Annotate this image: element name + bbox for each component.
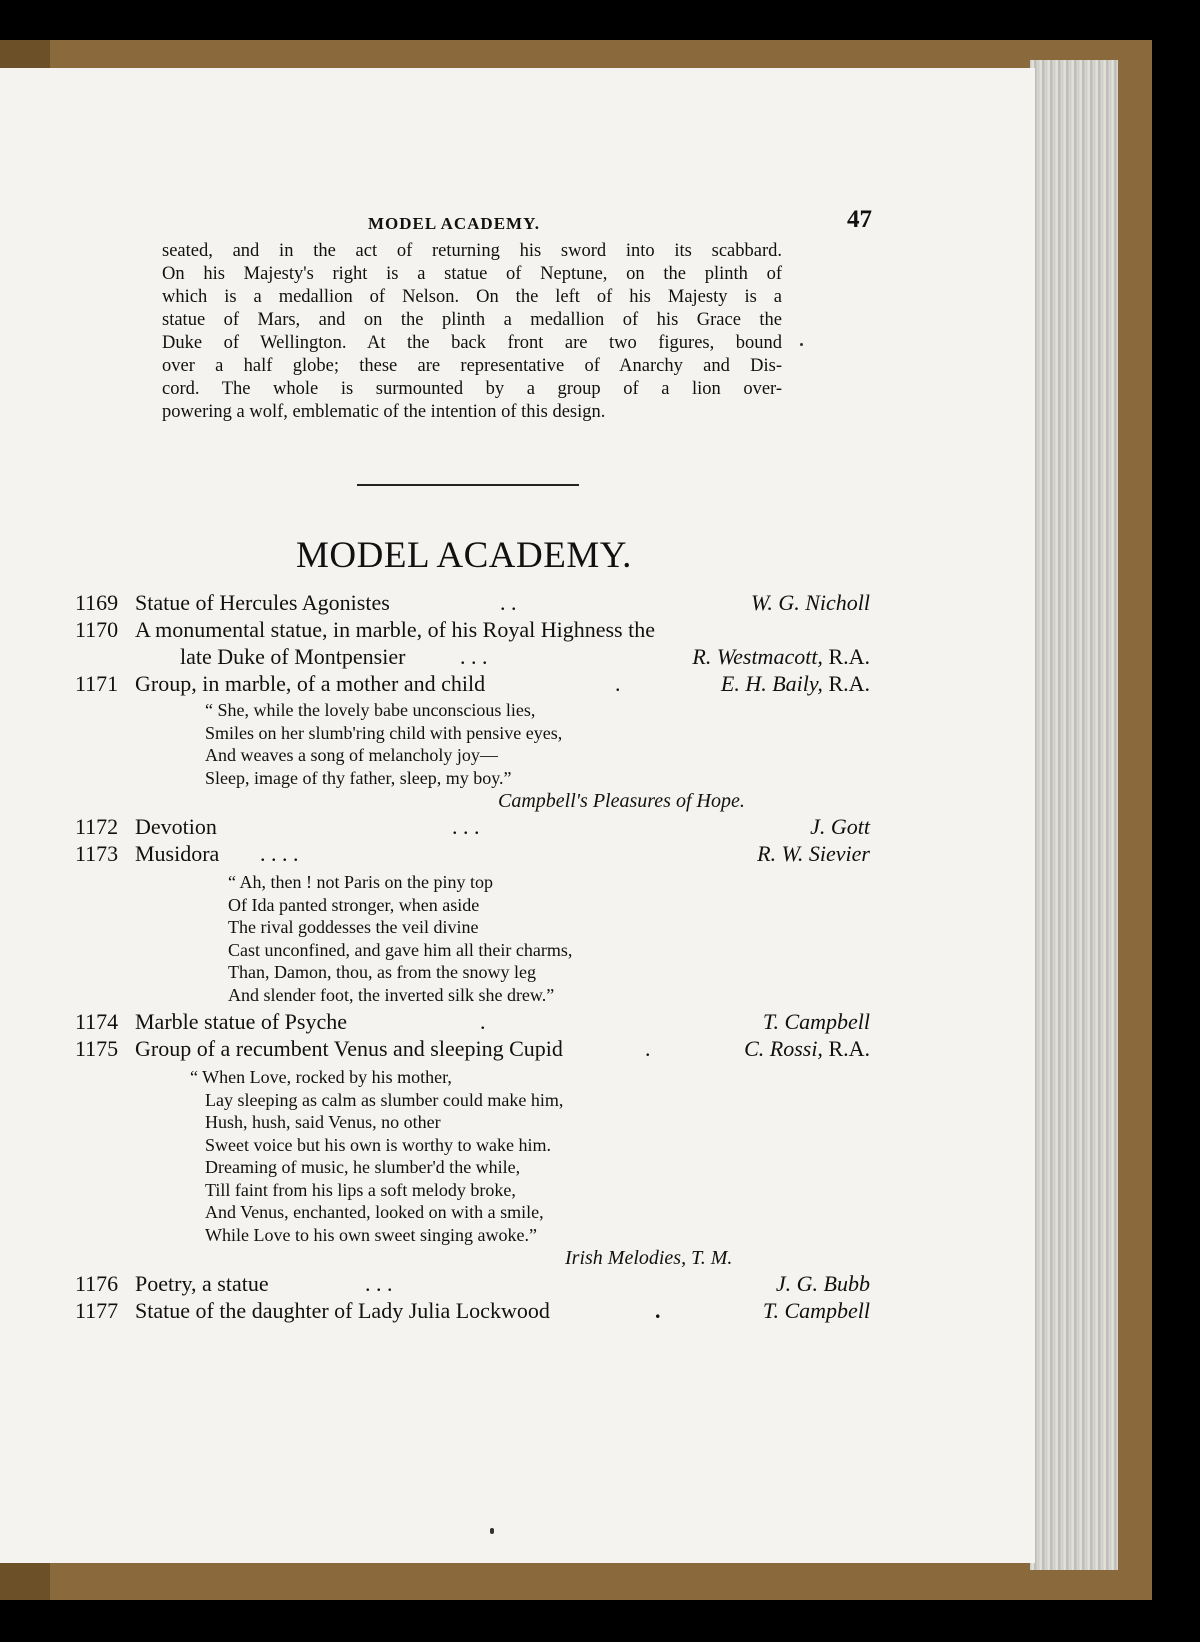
verse-line: Cast unconfined, and gave him all their charms, bbox=[228, 939, 573, 960]
entry-title: Statue of Hercules Agonistes bbox=[135, 590, 390, 615]
entry-title-continued: late Duke of Montpensier bbox=[180, 644, 406, 669]
catalogue-entry bbox=[70, 1035, 870, 1062]
verse-line: While Love to his own sweet singing awoke.” bbox=[205, 1224, 537, 1245]
prose-line: Duke of Wellington. At the back front are two figures, bound bbox=[162, 333, 782, 353]
prose-line: On his Majesty's right is a statue of Neptune, on the plinth of bbox=[162, 264, 782, 284]
artist-name: E. H. Baily, bbox=[720, 671, 823, 696]
entry-number: 1177 bbox=[75, 1298, 119, 1323]
entry-artist bbox=[692, 643, 870, 670]
prose-line: powering a wolf, emblematic of the intention of this design. bbox=[162, 402, 606, 422]
prose-line: which is a medallion of Nelson. On the left of his Majesty is a bbox=[162, 287, 782, 307]
prose-paragraph bbox=[162, 240, 782, 424]
leader-dots: . bbox=[615, 671, 621, 696]
page-number: 47 bbox=[847, 206, 872, 233]
verse-line: The rival goddesses the veil divine bbox=[228, 917, 479, 937]
section-divider bbox=[357, 484, 579, 486]
entry-title: Group of a recumbent Venus and sleeping Cupid bbox=[135, 1036, 563, 1061]
entry-number: 1172 bbox=[75, 814, 119, 839]
catalogue-entry bbox=[70, 616, 870, 643]
entry-number: 1173 bbox=[75, 841, 119, 866]
entry-number: 1176 bbox=[75, 1271, 119, 1296]
artist-honour: R.A. bbox=[822, 644, 870, 669]
verse-quotation bbox=[228, 871, 870, 1006]
verse-line: Dreaming of music, he slumber'd the while, bbox=[205, 1157, 521, 1177]
catalogue-entry bbox=[70, 589, 870, 616]
entry-continuation bbox=[70, 643, 870, 670]
catalogue-entry bbox=[70, 813, 870, 840]
catalogue-entry bbox=[70, 670, 870, 697]
verse-line: Smiles on her slumb'ring child with pensive eyes, bbox=[205, 722, 563, 743]
verse-line: Hush, hush, said Venus, no other bbox=[205, 1112, 441, 1132]
entry-artist bbox=[744, 1035, 870, 1062]
leader-dots: . bbox=[655, 1298, 661, 1323]
catalogue-entry bbox=[70, 1270, 870, 1297]
running-header bbox=[70, 200, 870, 240]
artist-honour: R.A. bbox=[822, 671, 870, 696]
page-content bbox=[70, 200, 870, 1324]
verse-line: “ Ah, then ! not Paris on the piny top bbox=[228, 872, 493, 892]
artist-name: R. Westmacott, bbox=[692, 644, 823, 669]
leader-dots: . bbox=[480, 1009, 486, 1034]
prose-line: seated, and in the act of returning his sword into its scabbard. bbox=[162, 241, 782, 261]
verse-line: Till faint from his lips a soft melody broke, bbox=[205, 1179, 516, 1200]
verse-line: And Venus, enchanted, looked on with a smile, bbox=[205, 1202, 544, 1222]
entry-artist: T. Campbell bbox=[762, 1298, 870, 1323]
verse-line: And weaves a song of melancholy joy— bbox=[205, 745, 498, 765]
entry-number: 1175 bbox=[75, 1036, 119, 1061]
verse-line: Lay sleeping as calm as slumber could make him, bbox=[205, 1089, 564, 1110]
artist-honour: R.A. bbox=[822, 1036, 870, 1061]
entry-number: 1171 bbox=[75, 671, 119, 696]
catalogue-entry bbox=[70, 1297, 870, 1324]
leader-dots: . . bbox=[500, 590, 517, 615]
entry-number: 1170 bbox=[75, 617, 119, 642]
leader-dots: . . . . bbox=[260, 841, 299, 866]
prose-line: over a half globe; these are representative of Anarchy and Dis- bbox=[162, 356, 782, 376]
entry-artist: R. W. Sievier bbox=[757, 841, 870, 866]
prose-line: cord. The whole is surmounted by a group of a lion over- bbox=[162, 379, 782, 399]
verse-line: And slender foot, the inverted silk she drew.” bbox=[228, 984, 555, 1005]
catalogue-entry bbox=[70, 840, 870, 867]
entry-title: A monumental statue, in marble, of his Royal Highness the bbox=[135, 617, 655, 642]
verse-line: Of Ida panted stronger, when aside bbox=[228, 894, 480, 915]
entry-artist: J. Gott bbox=[810, 814, 870, 839]
prose-line: statue of Mars, and on the plinth a medallion of his Grace the bbox=[162, 310, 782, 330]
verse-quotation bbox=[190, 1066, 870, 1246]
verse-attribution: Irish Melodies, T. M. bbox=[565, 1247, 733, 1269]
entry-artist: W. G. Nicholl bbox=[751, 590, 870, 615]
page-edges bbox=[1030, 60, 1118, 1570]
ink-speck bbox=[800, 343, 803, 346]
entry-title: Group, in marble, of a mother and child bbox=[135, 671, 486, 696]
entry-title: Poetry, a statue bbox=[135, 1271, 269, 1296]
entry-artist: J. G. Bubb bbox=[775, 1271, 870, 1296]
running-title: MODEL ACADEMY. bbox=[368, 214, 541, 233]
leader-dots: . . . bbox=[452, 814, 480, 839]
artist-name: C. Rossi, bbox=[744, 1036, 823, 1061]
verse-line: Than, Damon, thou, as from the snowy leg bbox=[228, 962, 536, 982]
verse-line: “ She, while the lovely babe unconscious lies, bbox=[205, 700, 536, 720]
ink-speck bbox=[490, 1528, 494, 1534]
entry-number: 1174 bbox=[75, 1009, 119, 1034]
verse-line: Sweet voice but his own is worthy to wake him. bbox=[205, 1134, 551, 1155]
catalogue-entry bbox=[70, 1008, 870, 1035]
section-title: MODEL ACADEMY. bbox=[296, 535, 632, 576]
entry-title: Devotion bbox=[135, 814, 217, 839]
entry-artist bbox=[721, 670, 870, 697]
verse-quotation bbox=[205, 699, 870, 789]
entry-artist: T. Campbell bbox=[762, 1009, 870, 1034]
leader-dots: . bbox=[645, 1036, 651, 1061]
entry-title: Marble statue of Psyche bbox=[135, 1009, 347, 1034]
leader-dots: . . . bbox=[460, 644, 488, 669]
entry-number: 1169 bbox=[75, 590, 119, 615]
entry-title: Statue of the daughter of Lady Julia Lockwood bbox=[135, 1298, 550, 1323]
leader-dots: . . . bbox=[365, 1271, 393, 1296]
verse-line: “ When Love, rocked by his mother, bbox=[190, 1067, 452, 1087]
verse-line: Sleep, image of thy father, sleep, my boy.” bbox=[205, 767, 512, 788]
catalogue-entries bbox=[70, 589, 870, 1324]
verse-attribution: Campbell's Pleasures of Hope. bbox=[498, 790, 745, 812]
entry-title: Musidora bbox=[135, 841, 220, 866]
